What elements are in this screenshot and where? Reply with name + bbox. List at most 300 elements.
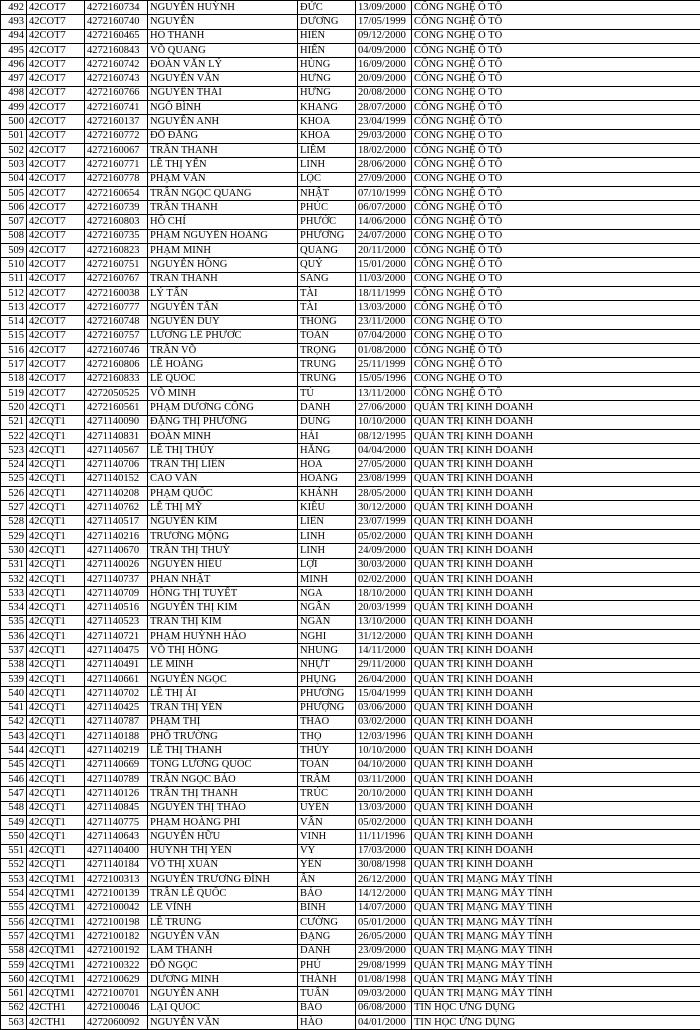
cell-student-id: 4272160137 [85, 115, 148, 129]
cell-row-number: 537 [1, 644, 27, 658]
cell-class-code: 42CQT1 [27, 444, 85, 458]
cell-class-code: 42CQTM1 [27, 973, 85, 987]
cell-student-id: 4272160654 [85, 186, 148, 200]
cell-row-number: 494 [1, 29, 27, 43]
cell-surname-middle-name: PHỔ TRƯỜNG [148, 730, 298, 744]
cell-surname-middle-name: NGUYỄN VĂN [148, 1016, 298, 1030]
table-row [1, 916, 700, 930]
cell-row-number: 498 [1, 86, 27, 100]
cell-student-id: 4272160806 [85, 358, 148, 372]
cell-surname-middle-name: VÕ MINH [148, 387, 298, 401]
cell-student-id: 4272160743 [85, 72, 148, 86]
cell-class-code: 42CQT1 [27, 401, 85, 415]
cell-major: QUẢN TRỊ KINH DOANH [412, 773, 700, 787]
table-row [1, 372, 700, 386]
cell-surname-middle-name: HỒNG THỊ TUYẾT [148, 587, 298, 601]
cell-row-number: 517 [1, 358, 27, 372]
cell-class-code: 42CQT1 [27, 744, 85, 758]
cell-birth-date: 28/06/2000 [356, 158, 412, 172]
table-row [1, 687, 700, 701]
cell-birth-date: 24/07/2000 [356, 229, 412, 243]
table-row [1, 601, 700, 615]
cell-row-number: 532 [1, 572, 27, 586]
table-row [1, 158, 700, 172]
cell-surname-middle-name: NGUYỄN HỒNG [148, 258, 298, 272]
cell-student-id: 4271140775 [85, 815, 148, 829]
cell-class-code: 42COT7 [27, 29, 85, 43]
cell-student-id: 4272160561 [85, 401, 148, 415]
cell-row-number: 526 [1, 487, 27, 501]
cell-birth-date: 13/03/2000 [356, 801, 412, 815]
cell-major: CÔNG NGHỆ Ô TÔ [412, 43, 700, 57]
table-row [1, 672, 700, 686]
cell-given-name: VY [298, 844, 356, 858]
cell-surname-middle-name: ĐỖ ĐĂNG [148, 129, 298, 143]
cell-row-number: 505 [1, 186, 27, 200]
cell-row-number: 542 [1, 715, 27, 729]
cell-surname-middle-name: LÊ QUỐC [148, 372, 298, 386]
cell-class-code: 42CQT1 [27, 787, 85, 801]
cell-surname-middle-name: CAO VĂN [148, 472, 298, 486]
cell-birth-date: 15/01/2000 [356, 258, 412, 272]
cell-surname-middle-name: NGUYỄN VĂN [148, 930, 298, 944]
cell-student-id: 4272100046 [85, 1001, 148, 1015]
cell-surname-middle-name: ĐOÀN MINH [148, 429, 298, 443]
cell-row-number: 514 [1, 315, 27, 329]
table-row [1, 401, 700, 415]
table-row [1, 830, 700, 844]
cell-major: CÔNG NGHỆ Ô TÔ [412, 15, 700, 29]
cell-student-id: 4272160767 [85, 272, 148, 286]
table-row [1, 630, 700, 644]
cell-student-id: 4272160734 [85, 1, 148, 15]
cell-row-number: 553 [1, 873, 27, 887]
cell-birth-date: 13/09/2000 [356, 1, 412, 15]
table-row [1, 544, 700, 558]
cell-class-code: 42COT7 [27, 15, 85, 29]
cell-student-id: 4271140669 [85, 758, 148, 772]
cell-given-name: DANH [298, 944, 356, 958]
cell-birth-date: 04/09/2000 [356, 43, 412, 57]
cell-major: CÔNG NGHỆ Ô TÔ [412, 172, 700, 186]
cell-surname-middle-name: NGUYỄN KIM [148, 515, 298, 529]
cell-row-number: 540 [1, 687, 27, 701]
cell-surname-middle-name: LÊ THỊ THANH [148, 744, 298, 758]
cell-given-name: KHOA [298, 115, 356, 129]
cell-class-code: 42COT7 [27, 344, 85, 358]
cell-row-number: 516 [1, 344, 27, 358]
cell-student-id: 4271140721 [85, 630, 148, 644]
table-row [1, 43, 700, 57]
cell-class-code: 42CQT1 [27, 587, 85, 601]
cell-class-code: 42COT7 [27, 315, 85, 329]
cell-given-name: HƯNG [298, 72, 356, 86]
cell-surname-middle-name: NGUYỄN ANH [148, 987, 298, 1001]
cell-major: QUẢN TRỊ KINH DOANH [412, 529, 700, 543]
cell-given-name: TRÂM [298, 773, 356, 787]
cell-class-code: 42CQT1 [27, 844, 85, 858]
cell-major: QUẢN TRỊ KINH DOANH [412, 415, 700, 429]
cell-given-name: NGA [298, 587, 356, 601]
cell-major: QUẢN TRỊ KINH DOANH [412, 687, 700, 701]
cell-given-name: DANH [298, 401, 356, 415]
cell-major: QUẢN TRỊ KINH DOANH [412, 587, 700, 601]
cell-class-code: 42COT7 [27, 244, 85, 258]
cell-student-id: 4272050525 [85, 387, 148, 401]
cell-birth-date: 06/08/2000 [356, 1001, 412, 1015]
cell-surname-middle-name: VÕ THỊ XUÂN [148, 858, 298, 872]
cell-surname-middle-name: VÕ THỊ HỒNG [148, 644, 298, 658]
table-row [1, 201, 700, 215]
cell-given-name: ĐẠNG [298, 930, 356, 944]
cell-student-id: 4271140567 [85, 444, 148, 458]
cell-row-number: 522 [1, 429, 27, 443]
cell-birth-date: 14/06/2000 [356, 215, 412, 229]
cell-surname-middle-name: PHẠM VĂN [148, 172, 298, 186]
cell-student-id: 4271140126 [85, 787, 148, 801]
cell-student-id: 4271140643 [85, 830, 148, 844]
cell-birth-date: 20/08/2000 [356, 86, 412, 100]
cell-major: CÔNG NGHỆ Ô TÔ [412, 272, 700, 286]
cell-class-code: 42COT7 [27, 329, 85, 343]
cell-major: QUẢN TRỊ MẠNG MÁY TÍNH [412, 887, 700, 901]
cell-birth-date: 27/09/2000 [356, 172, 412, 186]
cell-row-number: 503 [1, 158, 27, 172]
cell-birth-date: 08/12/1995 [356, 429, 412, 443]
cell-surname-middle-name: ĐỖ NGỌC [148, 958, 298, 972]
cell-student-id: 4272100629 [85, 973, 148, 987]
cell-row-number: 548 [1, 801, 27, 815]
cell-surname-middle-name: LÊ VĨNH [148, 901, 298, 915]
cell-given-name: TOẢN [298, 758, 356, 772]
cell-surname-middle-name: NGUYỄN TẤN [148, 301, 298, 315]
cell-birth-date: 07/10/1999 [356, 186, 412, 200]
cell-major: CÔNG NGHỆ Ô TÔ [412, 215, 700, 229]
cell-class-code: 42CQT1 [27, 830, 85, 844]
cell-row-number: 511 [1, 272, 27, 286]
cell-surname-middle-name: DƯƠNG MINH [148, 973, 298, 987]
table-row [1, 344, 700, 358]
cell-given-name: HẢI [298, 429, 356, 443]
cell-surname-middle-name: TRẦN NGỌC QUANG [148, 186, 298, 200]
cell-class-code: 42CQT1 [27, 644, 85, 658]
cell-given-name: HIỂN [298, 43, 356, 57]
cell-given-name: SANG [298, 272, 356, 286]
table-row [1, 415, 700, 429]
cell-birth-date: 14/11/2000 [356, 644, 412, 658]
cell-row-number: 562 [1, 1001, 27, 1015]
cell-surname-middle-name: TRẦN VÕ [148, 344, 298, 358]
table-row [1, 458, 700, 472]
cell-major: QUẢN TRỊ KINH DOANH [412, 558, 700, 572]
cell-major: CÔNG NGHỆ Ô TÔ [412, 101, 700, 115]
cell-student-id: 4272100042 [85, 901, 148, 915]
cell-surname-middle-name: LÂM THÀNH [148, 944, 298, 958]
cell-surname-middle-name: NGUYỄN TRƯƠNG ĐÌNH [148, 873, 298, 887]
cell-surname-middle-name: LÊ TRUNG [148, 916, 298, 930]
cell-surname-middle-name: NGUYỄN [148, 15, 298, 29]
cell-birth-date: 04/01/2000 [356, 1016, 412, 1030]
cell-student-id: 4271140789 [85, 773, 148, 787]
cell-given-name: BÌNH [298, 901, 356, 915]
cell-surname-middle-name: NGUYỄN VĂN [148, 72, 298, 86]
cell-given-name: PHƯƠNG [298, 687, 356, 701]
cell-surname-middle-name: LÊ THỊ ÁI [148, 687, 298, 701]
cell-class-code: 42CQTM1 [27, 873, 85, 887]
cell-birth-date: 04/04/2000 [356, 444, 412, 458]
cell-birth-date: 18/10/2000 [356, 587, 412, 601]
cell-major: QUẢN TRỊ KINH DOANH [412, 444, 700, 458]
cell-given-name: KIỀU [298, 501, 356, 515]
cell-class-code: 42COT7 [27, 387, 85, 401]
cell-given-name: HOA [298, 458, 356, 472]
cell-given-name: TÀI [298, 301, 356, 315]
cell-class-code: 42COT7 [27, 129, 85, 143]
cell-student-id: 4271140188 [85, 730, 148, 744]
cell-major: CÔNG NGHỆ Ô TÔ [412, 372, 700, 386]
cell-major: QUẢN TRỊ MẠNG MÁY TÍNH [412, 916, 700, 930]
cell-major: CÔNG NGHỆ Ô TÔ [412, 258, 700, 272]
cell-student-id: 4272160778 [85, 172, 148, 186]
cell-row-number: 528 [1, 515, 27, 529]
table-row [1, 787, 700, 801]
cell-surname-middle-name: PHẠM QUỐC [148, 487, 298, 501]
table-row [1, 487, 700, 501]
cell-surname-middle-name: TRẦN THANH [148, 143, 298, 157]
cell-row-number: 536 [1, 630, 27, 644]
table-row [1, 901, 700, 915]
cell-given-name: KHANG [298, 101, 356, 115]
cell-row-number: 520 [1, 401, 27, 415]
cell-row-number: 531 [1, 558, 27, 572]
cell-class-code: 42CTH1 [27, 1001, 85, 1015]
cell-major: QUẢN TRỊ KINH DOANH [412, 715, 700, 729]
cell-birth-date: 23/08/1999 [356, 472, 412, 486]
cell-class-code: 42CQT1 [27, 730, 85, 744]
cell-class-code: 42COT7 [27, 286, 85, 300]
cell-class-code: 42COT7 [27, 86, 85, 100]
cell-given-name: THÔNG [298, 315, 356, 329]
cell-surname-middle-name: TỐNG LƯƠNG QUỐC [148, 758, 298, 772]
cell-row-number: 501 [1, 129, 27, 143]
cell-given-name: HƯNG [298, 86, 356, 100]
cell-class-code: 42CQT1 [27, 858, 85, 872]
cell-birth-date: 02/02/2000 [356, 572, 412, 586]
cell-row-number: 556 [1, 916, 27, 930]
cell-class-code: 42COT7 [27, 215, 85, 229]
cell-class-code: 42COT7 [27, 201, 85, 215]
cell-row-number: 547 [1, 787, 27, 801]
cell-surname-middle-name: PHẠM HUỲNH HẢO [148, 630, 298, 644]
cell-surname-middle-name: LÊ THỊ YẾN [148, 158, 298, 172]
cell-major: QUẢN TRỊ MẠNG MÁY TÍNH [412, 987, 700, 1001]
cell-class-code: 42CQT1 [27, 415, 85, 429]
cell-student-id: 4271140425 [85, 701, 148, 715]
cell-surname-middle-name: LÊ THỊ THÚY [148, 444, 298, 458]
cell-major: QUẢN TRỊ KINH DOANH [412, 858, 700, 872]
cell-student-id: 4272160757 [85, 329, 148, 343]
cell-birth-date: 20/10/2000 [356, 787, 412, 801]
cell-major: CÔNG NGHỆ Ô TÔ [412, 186, 700, 200]
cell-class-code: 42CQT1 [27, 758, 85, 772]
cell-major: QUẢN TRỊ KINH DOANH [412, 658, 700, 672]
cell-student-id: 4271140523 [85, 615, 148, 629]
cell-student-id: 4272160465 [85, 29, 148, 43]
cell-class-code: 42COT7 [27, 258, 85, 272]
cell-surname-middle-name: NGUYỄN THÁI [148, 86, 298, 100]
cell-student-id: 4272100322 [85, 958, 148, 972]
cell-major: QUẢN TRỊ KINH DOANH [412, 601, 700, 615]
cell-surname-middle-name: NGUYỄN HỮU [148, 830, 298, 844]
table-row [1, 186, 700, 200]
table-row [1, 758, 700, 772]
cell-student-id: 4272160843 [85, 43, 148, 57]
cell-row-number: 523 [1, 444, 27, 458]
cell-row-number: 535 [1, 615, 27, 629]
cell-given-name: TÚ [298, 387, 356, 401]
table-row [1, 958, 700, 972]
cell-birth-date: 28/05/2000 [356, 487, 412, 501]
cell-student-id: 4272160771 [85, 158, 148, 172]
cell-student-id: 4271140737 [85, 572, 148, 586]
cell-surname-middle-name: LƯƠNG LÊ PHƯỚC [148, 329, 298, 343]
cell-class-code: 42CQT1 [27, 687, 85, 701]
cell-given-name: TRỌNG [298, 344, 356, 358]
table-row [1, 172, 700, 186]
cell-major: CÔNG NGHỆ Ô TÔ [412, 86, 700, 100]
table-row [1, 244, 700, 258]
cell-row-number: 510 [1, 258, 27, 272]
cell-given-name: TUẤN [298, 987, 356, 1001]
cell-surname-middle-name: VÕ QUANG [148, 43, 298, 57]
table-row [1, 286, 700, 300]
table-row [1, 215, 700, 229]
cell-major: QUẢN TRỊ KINH DOANH [412, 830, 700, 844]
cell-student-id: 4271140090 [85, 415, 148, 429]
cell-birth-date: 26/05/2000 [356, 930, 412, 944]
table-row [1, 701, 700, 715]
cell-birth-date: 01/08/1998 [356, 973, 412, 987]
cell-student-id: 4272160742 [85, 58, 148, 72]
cell-surname-middle-name: LÊ MINH [148, 658, 298, 672]
cell-major: TIN HỌC ỨNG DỤNG [412, 1016, 700, 1030]
cell-student-id: 4271140845 [85, 801, 148, 815]
cell-surname-middle-name: PHẠM HOÀNG PHI [148, 815, 298, 829]
cell-student-id: 4272160772 [85, 129, 148, 143]
table-row [1, 615, 700, 629]
cell-class-code: 42CQT1 [27, 472, 85, 486]
cell-row-number: 534 [1, 601, 27, 615]
cell-major: CÔNG NGHỆ Ô TÔ [412, 143, 700, 157]
cell-class-code: 42CQTM1 [27, 944, 85, 958]
table-row [1, 58, 700, 72]
cell-surname-middle-name: NGUYỄN ANH [148, 115, 298, 129]
table-row [1, 844, 700, 858]
cell-surname-middle-name: HUỲNH THỊ YẾN [148, 844, 298, 858]
cell-given-name: NHUNG [298, 644, 356, 658]
cell-birth-date: 06/07/2000 [356, 201, 412, 215]
cell-surname-middle-name: ĐẶNG THỊ PHƯƠNG [148, 415, 298, 429]
cell-major: QUẢN TRỊ KINH DOANH [412, 544, 700, 558]
cell-given-name: NGÂN [298, 615, 356, 629]
cell-row-number: 518 [1, 372, 27, 386]
cell-major: QUẢN TRỊ KINH DOANH [412, 730, 700, 744]
cell-row-number: 507 [1, 215, 27, 229]
cell-major: QUẢN TRỊ MẠNG MÁY TÍNH [412, 873, 700, 887]
table-row [1, 515, 700, 529]
cell-student-id: 4272100139 [85, 887, 148, 901]
cell-major: QUẢN TRỊ MẠNG MÁY TÍNH [412, 930, 700, 944]
cell-birth-date: 11/11/1996 [356, 830, 412, 844]
cell-row-number: 513 [1, 301, 27, 315]
cell-student-id: 4272160741 [85, 101, 148, 115]
cell-row-number: 493 [1, 15, 27, 29]
cell-student-id: 4271140208 [85, 487, 148, 501]
cell-surname-middle-name: NGUYỄN HUỲNH [148, 1, 298, 15]
cell-birth-date: 03/06/2000 [356, 701, 412, 715]
cell-major: CÔNG NGHỆ Ô TÔ [412, 329, 700, 343]
table-row [1, 887, 700, 901]
table-row [1, 529, 700, 543]
cell-student-id: 4271140184 [85, 858, 148, 872]
cell-class-code: 42COT7 [27, 72, 85, 86]
cell-birth-date: 04/10/2000 [356, 758, 412, 772]
cell-major: QUẢN TRỊ KINH DOANH [412, 487, 700, 501]
cell-surname-middle-name: NGUYỄN THỊ THẢO [148, 801, 298, 815]
cell-major: QUẢN TRỊ KINH DOANH [412, 429, 700, 443]
cell-class-code: 42CQT1 [27, 801, 85, 815]
cell-class-code: 42CQT1 [27, 501, 85, 515]
cell-row-number: 539 [1, 672, 27, 686]
cell-birth-date: 03/11/2000 [356, 773, 412, 787]
cell-major: QUẢN TRỊ KINH DOANH [412, 401, 700, 415]
cell-row-number: 552 [1, 858, 27, 872]
table-row [1, 1, 700, 15]
cell-student-id: 4272060092 [85, 1016, 148, 1030]
table-row [1, 143, 700, 157]
cell-birth-date: 23/07/1999 [356, 515, 412, 529]
cell-given-name: HÙNG [298, 58, 356, 72]
table-row [1, 973, 700, 987]
cell-row-number: 496 [1, 58, 27, 72]
cell-major: CÔNG NGHỆ Ô TÔ [412, 358, 700, 372]
cell-surname-middle-name: TRƯƠNG MỘNG [148, 529, 298, 543]
cell-major: QUẢN TRỊ KINH DOANH [412, 630, 700, 644]
cell-row-number: 563 [1, 1016, 27, 1030]
cell-given-name: PHƯỚC [298, 215, 356, 229]
cell-student-id: 4271140709 [85, 587, 148, 601]
cell-birth-date: 29/03/2000 [356, 129, 412, 143]
cell-major: QUẢN TRỊ KINH DOANH [412, 701, 700, 715]
cell-birth-date: 13/11/2000 [356, 387, 412, 401]
table-row [1, 744, 700, 758]
cell-birth-date: 27/06/2000 [356, 401, 412, 415]
cell-birth-date: 14/12/2000 [356, 887, 412, 901]
cell-major: QUẢN TRỊ MẠNG MÁY TÍNH [412, 901, 700, 915]
cell-student-id: 4271140787 [85, 715, 148, 729]
cell-row-number: 506 [1, 201, 27, 215]
cell-class-code: 42COT7 [27, 272, 85, 286]
cell-given-name: TRUNG [298, 372, 356, 386]
table-row [1, 15, 700, 29]
cell-student-id: 4272160740 [85, 15, 148, 29]
cell-surname-middle-name: PHẠM MINH [148, 244, 298, 258]
cell-class-code: 42CQT1 [27, 458, 85, 472]
cell-student-id: 4272160746 [85, 344, 148, 358]
cell-surname-middle-name: LẠI QUỐC [148, 1001, 298, 1015]
cell-major: QUẢN TRỊ KINH DOANH [412, 787, 700, 801]
table-row [1, 472, 700, 486]
